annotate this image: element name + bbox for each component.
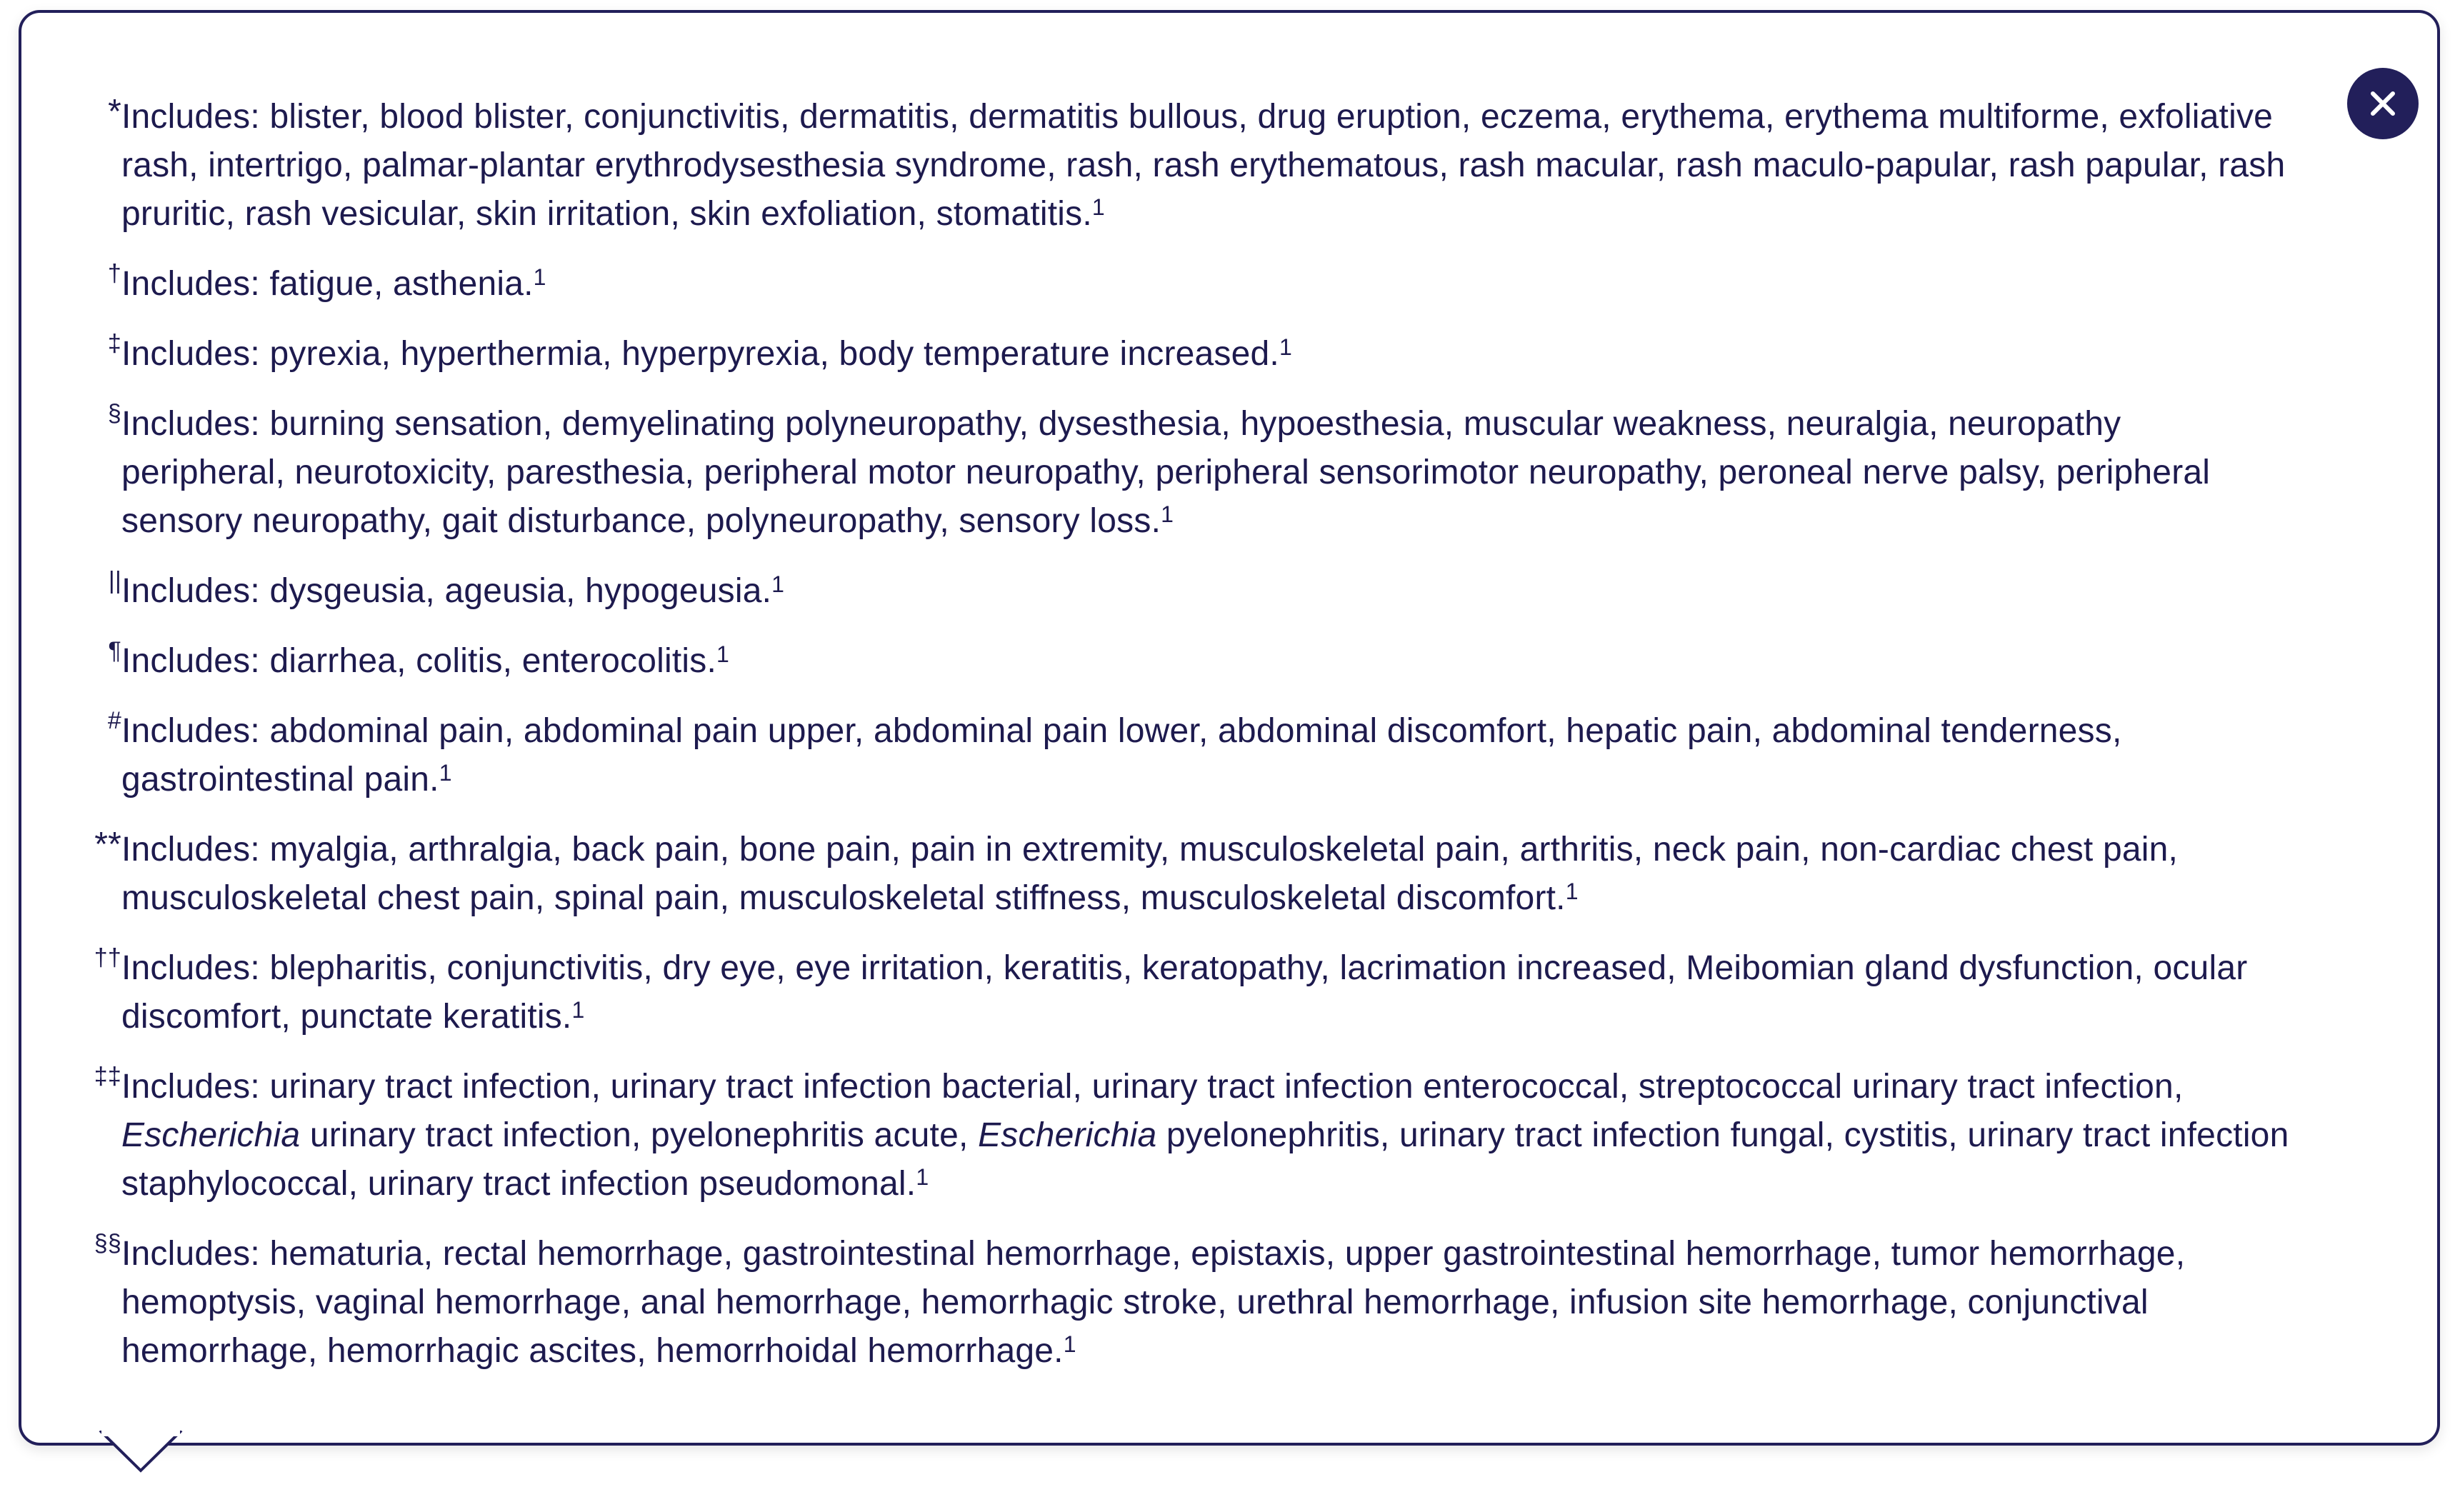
popover-pointer: [99, 1431, 183, 1475]
footnote-marker: ††: [94, 944, 121, 971]
footnote-text: Includes: burning sensation, demyelinating polyneuropathy, dysesthesia, hypoesthesia, muscular weakness, neuralgia, neuropathy peripheral, neurotoxicity, paresthesia, peripheral motor neuropathy, peripheral sensorimotor neuropathy, peroneal nerve palsy, peripheral sensory neuropathy, gait disturbance, polyneuropathy, sensory loss.: [121, 405, 2211, 540]
reference-superscript: 1: [1161, 501, 1174, 527]
close-button[interactable]: [2347, 68, 2419, 139]
footnotes-popover: [19, 10, 2440, 1446]
footnote-marker: *: [108, 93, 121, 131]
footnote-text: pyelonephritis, urinary tract infection fungal, cystitis, urinary tract infection staphylococcal, urinary tract infection pseudomonal.: [121, 1116, 2289, 1203]
footnote-text: Includes: abdominal pain, abdominal pain upper, abdominal pain lower, abdominal discomfort, hepatic pain, abdominal tenderness, gastrointestinal pain.: [121, 712, 2122, 798]
footnote-italic-text: Escherichia: [121, 1116, 301, 1154]
reference-superscript: 1: [439, 760, 452, 786]
footnote-marker: ||: [108, 567, 121, 594]
footnote-marker: ‡‡: [94, 1063, 121, 1090]
reference-superscript: 1: [916, 1164, 929, 1190]
reference-superscript: 1: [716, 641, 729, 667]
reference-superscript: 1: [771, 571, 785, 597]
footnote-italic-text: Escherichia: [978, 1116, 1157, 1154]
footnote-item: [76, 567, 2290, 616]
footnote-marker: #: [107, 707, 121, 734]
footnote-item: [76, 637, 2290, 686]
footnote-text: Includes: urinary tract infection, urinary tract infection bacterial, urinary tract infection enterococcal, streptococcal urinary tract infection,: [121, 1068, 2184, 1106]
footnote-marker: ¶: [108, 637, 121, 664]
footnote-item: [76, 944, 2290, 1041]
reference-superscript: 1: [571, 997, 585, 1023]
footnote-list: [76, 93, 2290, 1397]
footnote-text: Includes: myalgia, arthralgia, back pain, bone pain, pain in extremity, musculoskeletal pain, arthritis, neck pain, non-cardiac chest pain, musculoskeletal chest pain, spinal pain, musculoskeletal stiffness, musculoskeletal discomfort.: [121, 831, 2179, 917]
footnote-text: Includes: hematuria, rectal hemorrhage, gastrointestinal hemorrhage, epistaxis, upper gastrointestinal hemorrhage, tumor hemorrhage, hemoptysis, vaginal hemorrhage, anal hemorrhage, hemorrhagic stroke, urethral hemorrhage, infusion site hemorrhage, conjunctival hemorrhage, hemorrhagic ascites, hemorrhoidal hemorrhage.: [121, 1235, 2186, 1370]
footnote-item: [76, 260, 2290, 309]
footnote-text: Includes: dysgeusia, ageusia, hypogeusia.: [121, 572, 772, 610]
footnote-text: Includes: fatigue, asthenia.: [121, 265, 534, 303]
footnote-item: [76, 330, 2290, 379]
footnote-text: Includes: blepharitis, conjunctivitis, dry eye, eye irritation, keratitis, keratopathy, lacrimation increased, Meibomian gland dysfunction, ocular discomfort, punctate keratitis.: [121, 949, 2248, 1036]
footnote-marker: §: [107, 400, 121, 427]
reference-superscript: 1: [1063, 1331, 1076, 1357]
reference-superscript: 1: [533, 264, 546, 290]
reference-superscript: 1: [1091, 194, 1105, 220]
footnote-item: [76, 707, 2290, 804]
footnote-marker: §§: [94, 1230, 121, 1257]
footnote-text: urinary tract infection, pyelonephritis acute,: [300, 1116, 979, 1154]
reference-superscript: 1: [1565, 878, 1579, 904]
footnote-marker: †: [107, 260, 121, 287]
footnote-marker: ‡: [107, 330, 121, 357]
footnote-item: [76, 1230, 2290, 1376]
footnote-text: Includes: diarrhea, colitis, enterocolitis.: [121, 642, 716, 680]
footnote-text: Includes: blister, blood blister, conjunctivitis, dermatitis, dermatitis bullous, drug eruption, eczema, erythema, erythema multiforme, exfoliative rash, intertrigo, palmar-plantar erythrodysesthesia syndrome, rash, rash erythematous, rash macular, rash maculo-papular, rash papular, rash pruritic, rash vesicular, skin irritation, skin exfoliation, stomatitis.: [121, 98, 2286, 233]
footnote-item: [76, 1063, 2290, 1208]
footnote-item: [76, 826, 2290, 923]
footnote-item: [76, 400, 2290, 546]
footnote-marker: **: [94, 826, 121, 863]
reference-superscript: 1: [1279, 334, 1292, 360]
close-icon: [2367, 88, 2399, 119]
footnote-text: Includes: pyrexia, hyperthermia, hyperpyrexia, body temperature increased.: [121, 335, 1279, 373]
footnote-item: [76, 93, 2290, 239]
